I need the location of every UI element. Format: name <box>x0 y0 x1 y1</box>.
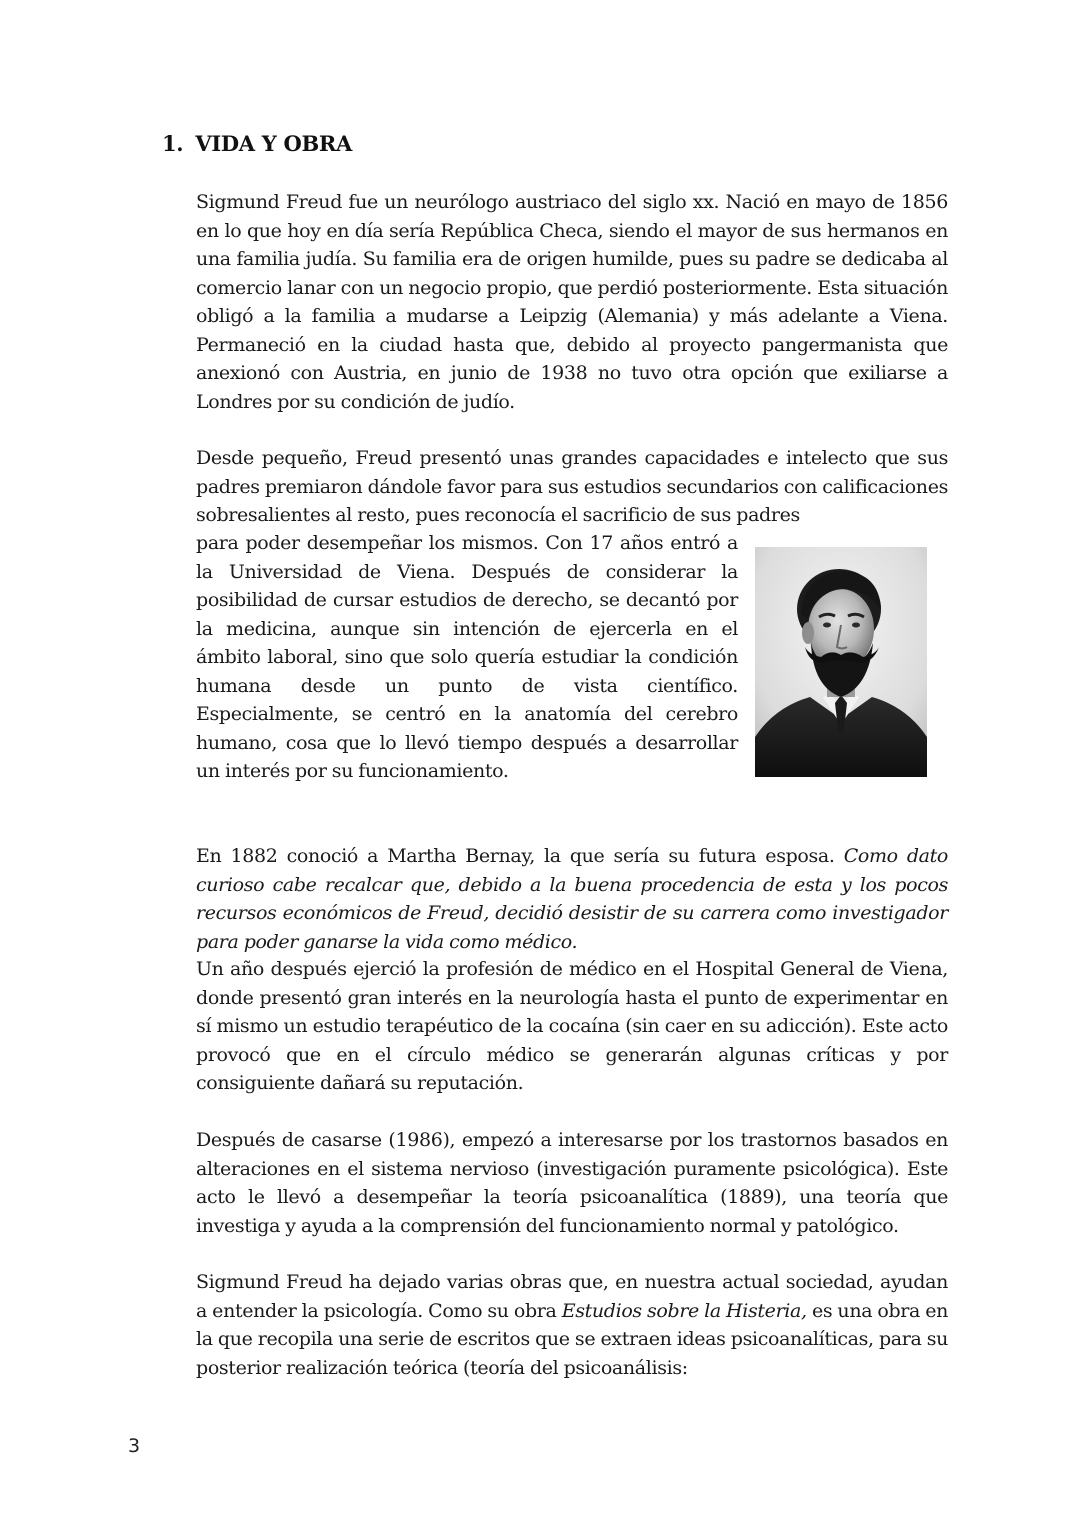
paragraph-psychoanalysis: Después de casarse (1986), empezó a interesarse por los trastornos basados en alteraciones en el sistema nervioso (investigación puramente psicológica). Este acto le llevó a desempeñar la teoría psicoanalítica (1889), una teoría que investiga y ayuda a la comprensión del funcionamiento normal y patológico. <box>196 1129 948 1237</box>
paragraph-education-university: para poder desempeñar los mismos. Con 17 años entró a la Universidad de Viena. Después de considerar la posibilidad de cursar estudios de derecho, se decantó por la medicina, aunque sin intención de ejercerla en el ámbito laboral, sino que solo quería estudiar la condición humana desde un punto de vista científico. Especialmente, se centró en la anatomía del cerebro humano, cosa que lo llevó tiempo después a desarrollar un interés por su funcionamiento. <box>196 532 738 782</box>
freud-portrait-photo <box>755 547 927 777</box>
marriage-italic-note: Como dato curioso cabe recalcar que, debido a la buena procedencia de esta y los pocos recursos económicos de Freud, decidió desistir de su carrera como investigador para poder ganarse la vida como médico. <box>196 845 948 953</box>
paragraph-education-intro: Desde pequeño, Freud presentó unas grandes capacidades e intelecto que sus padres premiaron dándole favor para sus estudios secundarios con calificaciones sobresalientes al resto, pues reconocía el sacrificio de sus padres <box>196 447 948 526</box>
paragraph-early-life: Sigmund Freud fue un neurólogo austriaco del siglo xx. Nació en mayo de 1856 en lo que hoy en día sería República Checa, siendo el mayor de sus hermanos en una familia judía. Su familia era de origen humilde, pues su padre se dedicaba al comercio lanar con un negocio propio, que perdió posteriormente. Esta situación obligó a la familia a mudarse a Leipzig (Alemania) y más adelante a Viena. Permaneció en la ciudad hasta que, debido al proyecto pangermanista que anexionó con Austria, en junio de 1938 no tuvo otra opción que exiliarse a Londres por su condición de judío. <box>196 191 948 413</box>
works-text-start: Sigmund Freud ha dejado varias obras que, en nuestra actual sociedad, ayudan a entender la psicología. Como su obra <box>196 1271 948 1322</box>
paragraph-works <box>196 1268 948 1382</box>
works-text-end: es una obra en la que recopila una serie de escritos que se extraen ideas psicoanalíticas, para su posterior realización teórica (teoría del psicoanálisis: <box>196 1299 948 1379</box>
marriage-text: En 1882 conoció a Martha Bernay, la que sería su futura esposa. <box>196 845 835 867</box>
paragraph-marriage <box>196 842 948 956</box>
paragraph-hospital: Un año después ejerció la profesión de médico en el Hospital General de Viena, donde presentó gran interés en la neurología hasta el punto de experimentar en sí mismo un estudio terapéutico de la cocaína (sin caer en su adicción). Este acto provocó que en el círculo médico se generarán algunas críticas y por consiguiente dañará su reputación. <box>196 958 948 1094</box>
section-heading <box>162 130 352 158</box>
section-number: 1. <box>162 131 184 156</box>
page-number: 3 <box>128 1435 141 1457</box>
section-title: VIDA Y OBRA <box>195 131 353 156</box>
works-title-italic: Estudios sobre la Histeria, <box>561 1299 807 1322</box>
